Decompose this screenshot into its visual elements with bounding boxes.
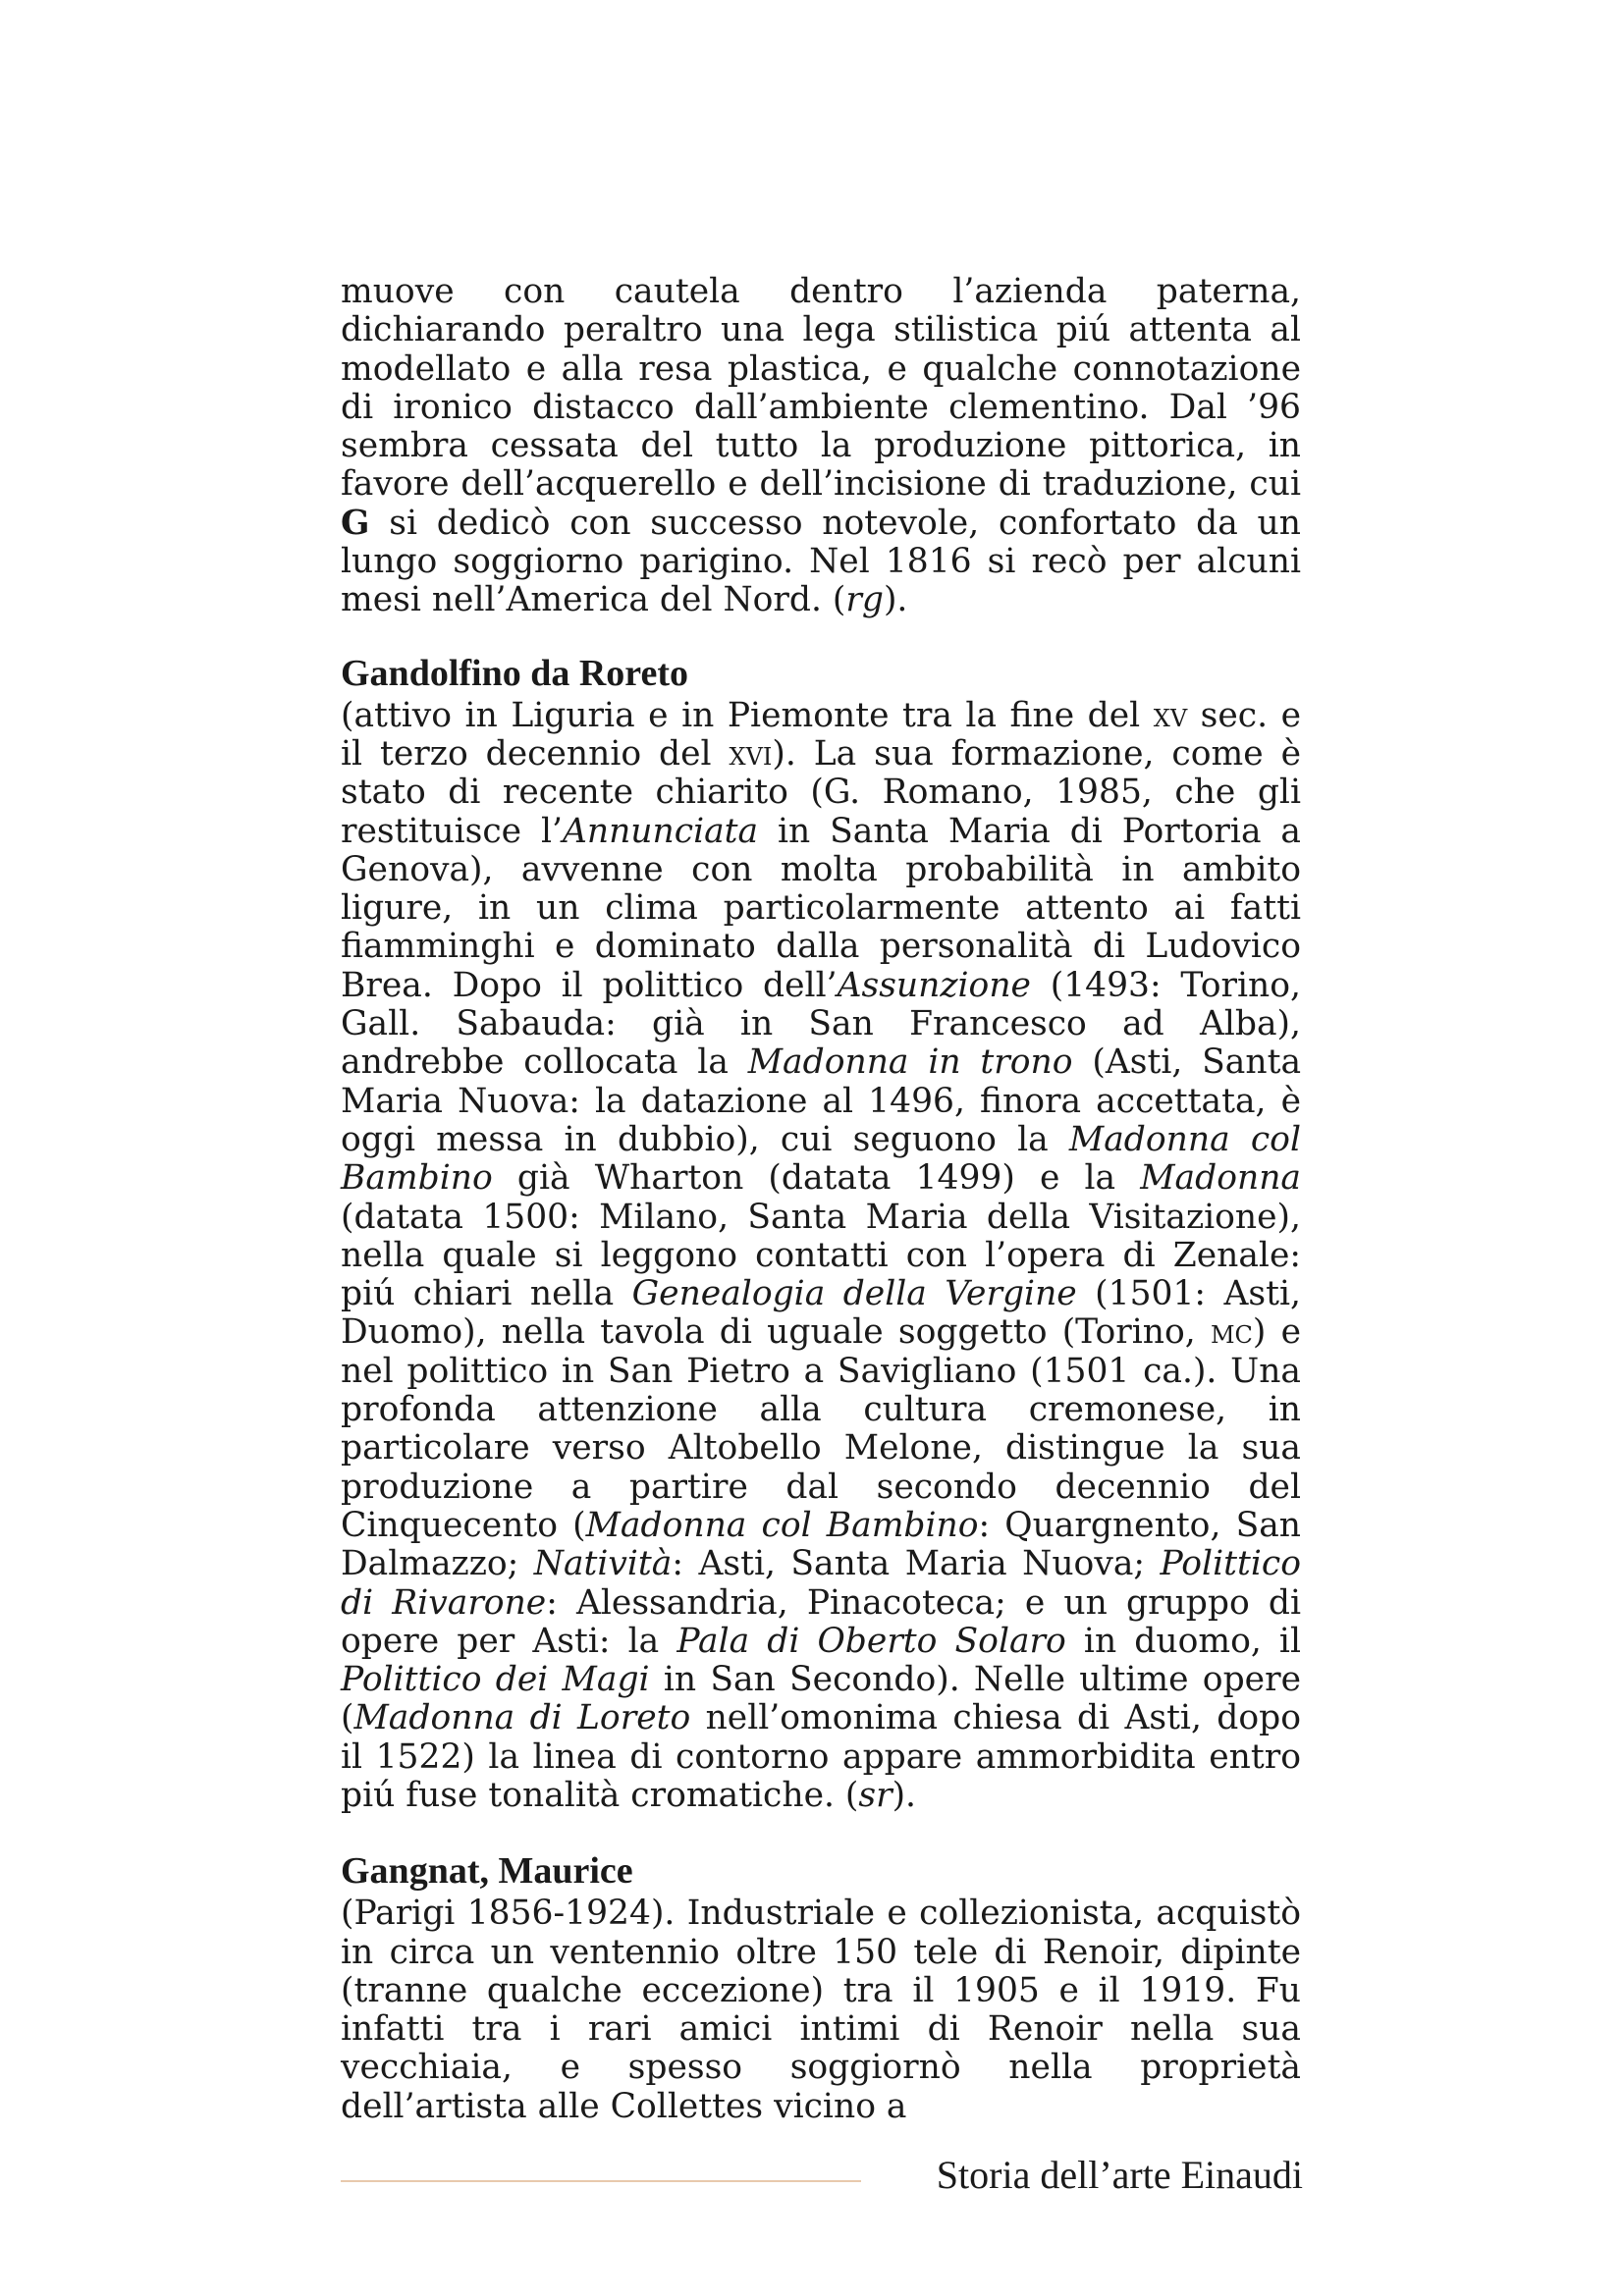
- entry-body: (Parigi 1856-1924). Industriale e collezionista, acquistò in circa un ventennio oltre 150 tele di Renoir, dipinte (tranne qualche eccezione) tra il 1905 e il 1919. Fu infatti tra i rari amici intimi di Renoir nella sua vecchiaia, e spesso soggiornò nella proprietà dell’artista alle Collettes vicino a: [341, 1894, 1301, 2126]
- artwork-title: Madonna di Loreto: [353, 1698, 691, 1738]
- artwork-title: Genealogia della Vergine: [631, 1274, 1077, 1314]
- text-run: ) e nel polittico in San Pietro a Savigliano (1501 ca.). Una profonda attenzione alla cultura cremonese, in particolare verso Altobello Melone, distingue la sua produzione a partire dal secondo decennio del Cinquecento (: [341, 1312, 1302, 1545]
- text-run: sec. e il terzo decennio del: [341, 695, 1301, 774]
- artwork-title: Madonna in trono: [747, 1042, 1073, 1083]
- text-run: : Alessandria, Pinacoteca; e un gruppo di opere per Asti: la: [341, 1582, 1301, 1661]
- century-numeral: xv: [1153, 695, 1188, 735]
- artwork-title: Polittico di Rivarone: [341, 1544, 1301, 1623]
- artwork-title: Madonna col Bambino: [341, 1119, 1301, 1199]
- text-run: (datata 1500: Milano, Santa Maria della Visitazione), nella quale si leggono contatti con l’opera di Zenale: piú chiari nella: [341, 1197, 1301, 1314]
- entry-gangnat: [341, 1847, 1301, 2126]
- page-body: [341, 273, 1301, 2126]
- text-run: in Santa Maria di Portoria a Genova), avvenne con molta probabilità in ambito ligure, in un clima particolarmente attento ai fatti fiamminghi e dominato dalla personalità di Ludovico Brea. Dopo il polittico dell’: [341, 811, 1301, 1005]
- text-run: ). La sua formazione, come è stato di recente chiarito (G. Romano, 1985, che gli restituisce l’: [341, 733, 1301, 851]
- artwork-title: Madonna col Bambino: [585, 1505, 979, 1545]
- footer-rule: [341, 2180, 861, 2182]
- text-run: : Quargnento, San Dalmazzo;: [341, 1505, 1301, 1584]
- text-run: : Asti, Santa Maria Nuova;: [672, 1544, 1161, 1584]
- text-run: ).: [892, 1775, 917, 1815]
- museum-abbreviation: mc: [1210, 1312, 1253, 1353]
- artwork-title: Polittico dei Magi: [341, 1660, 650, 1700]
- author-initials: sr: [858, 1775, 893, 1815]
- artwork-title: Pala di Oberto Solaro: [676, 1621, 1066, 1661]
- artwork-title: Annunciata: [562, 811, 759, 851]
- artwork-title: Madonna: [1140, 1158, 1301, 1199]
- entry-title: Gandolfino da Roreto: [341, 652, 689, 694]
- text-run: (attivo in Liguria e in Piemonte tra la fine del: [341, 695, 1154, 735]
- entry-initial: G: [341, 503, 370, 543]
- text-run: in San Secondo). Nelle ultime opere (: [341, 1660, 1301, 1738]
- footer-label: Storia dell’arte Einaudi: [936, 2153, 1303, 2197]
- artwork-title: Assunzione: [837, 965, 1031, 1005]
- artwork-title: Natività: [533, 1544, 673, 1584]
- century-numeral: xvi: [729, 733, 773, 774]
- text-run: muove con cautela dentro l’azienda paterna, dichiarando peraltro una lega stilistica piú attenta al modellato e alla resa plastica, e qualche connotazione di ironico distacco dall’ambiente clementino. Dal ’96 sembra cessata del tutto la produzione pittorica, in favore dell’acquerello e dell’incisione di traduzione, cui: [341, 272, 1301, 505]
- text-run: già Wharton (datata 1499) e la: [492, 1158, 1141, 1199]
- text-run: in duomo, il: [1065, 1621, 1301, 1661]
- entry-gandolfino: [341, 650, 1301, 1816]
- text-run: (Asti, Santa Maria Nuova: la datazione al 1496, finora accettata, è oggi messa in dubbio), cui seguono la: [341, 1042, 1302, 1159]
- entry-title: Gangnat, Maurice: [341, 1850, 633, 1893]
- text-run: (1501: Asti, Duomo), nella tavola di uguale soggetto (Torino,: [341, 1274, 1301, 1353]
- text-run: ).: [883, 580, 908, 620]
- intro-paragraph: [341, 273, 1301, 620]
- author-initials: rg: [845, 580, 884, 620]
- text-run: (1493: Torino, Gall. Sabauda: già in San Francesco ad Alba), andrebbe collocata la: [341, 965, 1301, 1083]
- text-run: nell’omonima chiesa di Asti, dopo il 1522) la linea di contorno appare ammorbidita entro piú fuse tonalità cromatiche. (: [341, 1698, 1301, 1815]
- text-run: si dedicò con successo notevole, confortato da un lungo soggiorno parigino. Nel 1816 si recò per alcuni mesi nell’America del Nord. (: [341, 503, 1301, 620]
- entry-body: [341, 697, 1301, 1816]
